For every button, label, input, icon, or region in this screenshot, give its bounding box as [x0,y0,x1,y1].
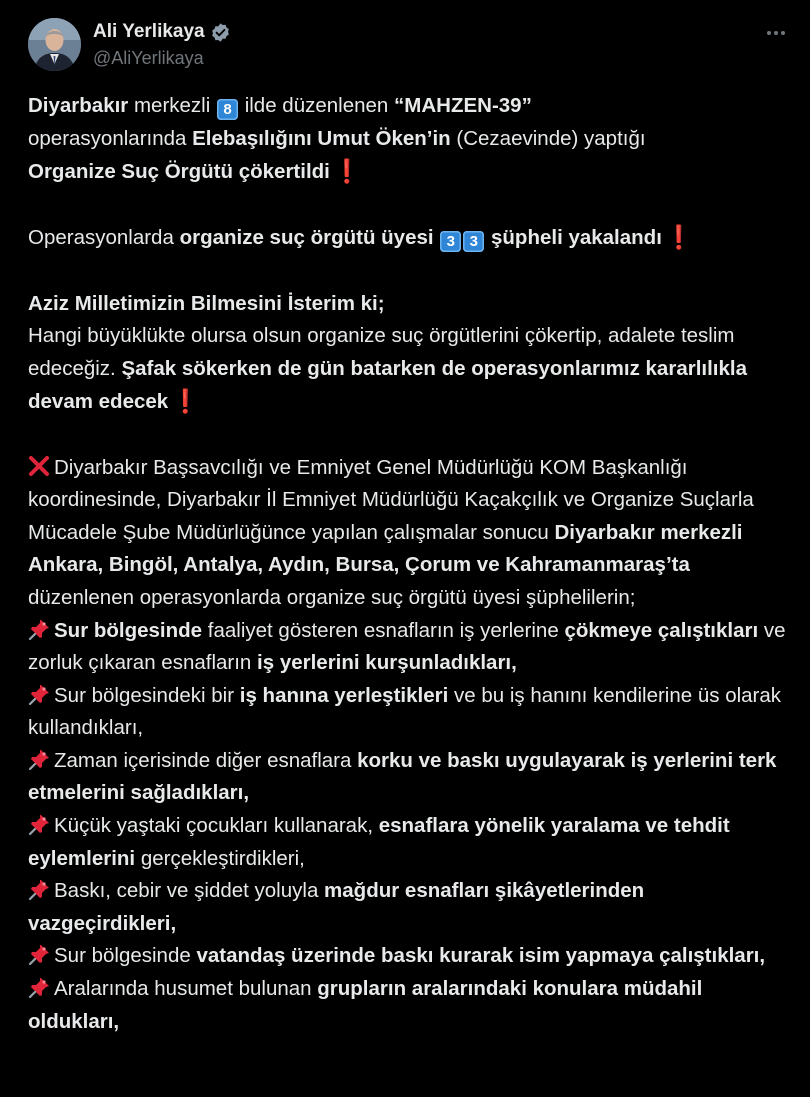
pushpin-icon [28,682,52,706]
verified-badge-icon [210,22,231,43]
avatar[interactable] [28,18,81,71]
author-handle[interactable]: @AliYerlikaya [93,48,204,68]
keycap-8-icon: 8 [217,99,238,120]
pushpin-icon [28,747,52,771]
bullet-item: Sur bölgesinde faaliyet gösteren esnafların iş yerlerine çökmeye çalıştıkları ve zorluk çıkaran esnafların iş yerlerini kurşunladıkları, [28,618,786,675]
bullet-item: Baskı, cebir ve şiddet yoluyla mağdur esnafları şikâyetlerinden vazgeçirdikleri, [28,879,645,935]
pushpin-icon [28,877,52,901]
keycap-3-icon: 3 [463,231,484,252]
tweet-text [28,90,798,1038]
red-exclamation-icon: ❗ [332,158,362,185]
bullet-item: Sur bölgesindeki bir iş hanına yerleştikleri ve bu iş hanını kendilerine üs olarak kullandıkları, [28,683,782,740]
red-exclamation-icon: ❗ [664,224,694,251]
bullet-item: Aralarında husumet bulunan grupların aralarındaki konulara müdahil oldukları, [28,977,703,1033]
more-options-icon[interactable] [764,26,788,40]
pushpin-icon [28,617,52,641]
paragraph-1: Diyarbakır merkezli 8 ilde düzenlenen “MAHZEN-39” operasyonlarında Elebaşılığını Umut Öken’in (Cezaevinde) yaptığı Organize Suç Örgütü çökertildi ❗ [28,90,798,189]
pushpin-icon [28,942,52,966]
paragraph-4: Diyarbakır Başsavcılığı ve Emniyet Genel Müdürlüğü KOM Başkanlığı koordinesinde, Diyarbakır İl Emniyet Müdürlüğü Kaçakçılık ve Organize Suçlarla Mücadele Şube Müdürlüğünce yapılan çalışmalar sonucu Diyarbakır merkezli Ankara, Bingöl, Antalya, Aydın, Bursa, Çorum ve Kahramanmaraş’ta düzenlenen operasyonlarda organize suç örgütü üyesi şüphelilerin; [28,455,754,609]
pushpin-icon [28,812,52,836]
bullet-item: Küçük yaştaki çocukları kullanarak, esnaflara yönelik yaralama ve tehdit eylemlerini gerçekleştirdikleri, [28,814,730,870]
bullet-list [28,615,798,1039]
tweet-header [28,18,788,74]
paragraph-2: Operasyonlarda organize suç örgütü üyesi 3 3 şüpheli yakalandı ❗ [28,221,798,255]
bullet-item: Zaman içerisinde diğer esnaflara korku ve baskı uygulayarak iş yerlerini terk etmelerini sağladıkları, [28,748,777,805]
bullet-item: Sur bölgesinde vatandaş üzerinde baskı kurarak isim yapmaya çalıştıkları, [28,940,798,973]
pushpin-icon [28,975,52,999]
red-exclamation-icon: ❗ [171,388,200,415]
keycap-3-icon: 3 [440,231,461,252]
paragraph-3: Aziz Milletimizin Bilmesini İsterim ki; Hangi büyüklükte olursa olsun organize suç örgütlerini çökertip, adalete teslim edeceğiz. Şafak sökerken de gün batarken de operasyonlarımız kararlılıkla devam edecek ❗ [28,288,798,419]
red-cross-mark-icon [28,455,50,477]
author-name[interactable]: Ali Yerlikaya [93,21,205,42]
